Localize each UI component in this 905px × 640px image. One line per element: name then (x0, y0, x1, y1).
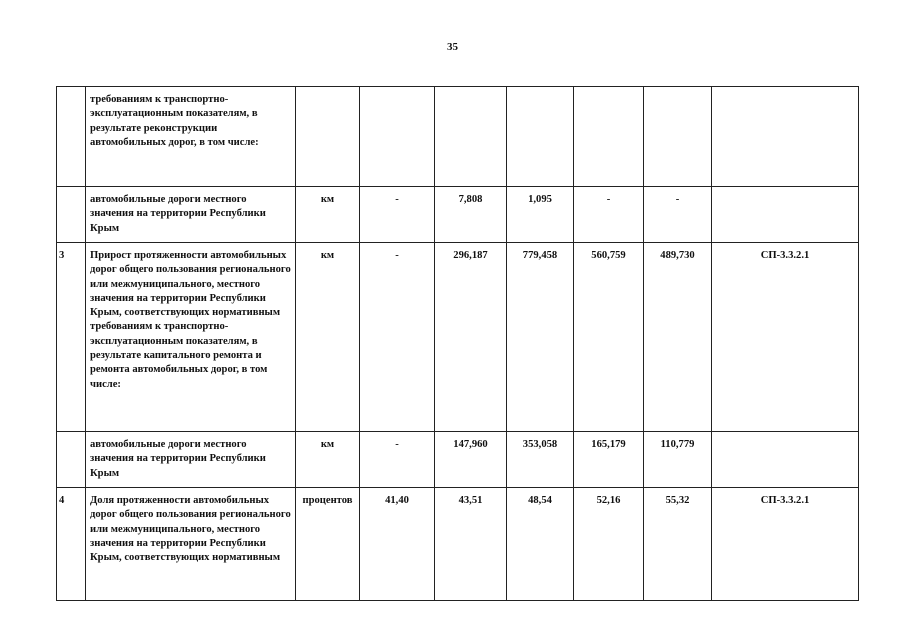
row-base-value: 41,40 (360, 488, 435, 601)
row-value-3: - (574, 187, 644, 243)
row-number (57, 87, 86, 187)
row-code (712, 87, 859, 187)
row-code (712, 432, 859, 488)
row-value-1: 43,51 (435, 488, 507, 601)
row-code: СП-3.3.2.1 (712, 488, 859, 601)
row-number (57, 432, 86, 488)
row-value-2 (507, 87, 574, 187)
table-row (57, 243, 859, 432)
row-description: требованиям к транспортно-эксплуатационным показателям, в результате реконструкции автомобильных дорог, в том числе: (86, 87, 296, 187)
row-description: Доля протяженности автомобильных дорог общего пользования регионального или межмуниципального, местного значения на территории Республики Крым, соответствующих нормативным (86, 488, 296, 601)
row-value-4: 489,730 (644, 243, 712, 432)
page-number: 35 (447, 41, 458, 53)
row-value-3 (574, 87, 644, 187)
row-description: автомобильные дороги местного значения на территории Республики Крым (86, 187, 296, 243)
row-value-2: 353,058 (507, 432, 574, 488)
row-description: автомобильные дороги местного значения на территории Республики Крым (86, 432, 296, 488)
row-value-2: 779,458 (507, 243, 574, 432)
table-row (57, 187, 859, 243)
row-code: СП-3.3.2.1 (712, 243, 859, 432)
row-value-4 (644, 87, 712, 187)
table-row (57, 432, 859, 488)
row-unit: процентов (296, 488, 360, 601)
row-unit: км (296, 432, 360, 488)
row-value-3: 560,759 (574, 243, 644, 432)
row-value-2: 48,54 (507, 488, 574, 601)
row-value-3: 52,16 (574, 488, 644, 601)
row-unit: км (296, 187, 360, 243)
indicators-table (56, 86, 859, 601)
row-value-4: 55,32 (644, 488, 712, 601)
row-base-value: - (360, 187, 435, 243)
row-number: 3 (57, 243, 86, 432)
table-row (57, 87, 859, 187)
row-value-2: 1,095 (507, 187, 574, 243)
table-row (57, 488, 859, 601)
row-unit: км (296, 243, 360, 432)
row-code (712, 187, 859, 243)
row-value-1 (435, 87, 507, 187)
row-value-1: 296,187 (435, 243, 507, 432)
row-value-1: 147,960 (435, 432, 507, 488)
row-base-value: - (360, 432, 435, 488)
row-value-3: 165,179 (574, 432, 644, 488)
row-value-4: - (644, 187, 712, 243)
row-value-4: 110,779 (644, 432, 712, 488)
row-number: 4 (57, 488, 86, 601)
row-description: Прирост протяженности автомобильных дорог общего пользования регионального или межмуниципального, местного значения на территории Республики Крым, соответствующих нормативным требованиям к транспортно-эксплуатационным показателям, в результате капитального ремонта и ремонта автомобильных дорог, в том числе: (86, 243, 296, 432)
row-base-value: - (360, 243, 435, 432)
row-number (57, 187, 86, 243)
row-base-value (360, 87, 435, 187)
row-unit (296, 87, 360, 187)
row-value-1: 7,808 (435, 187, 507, 243)
